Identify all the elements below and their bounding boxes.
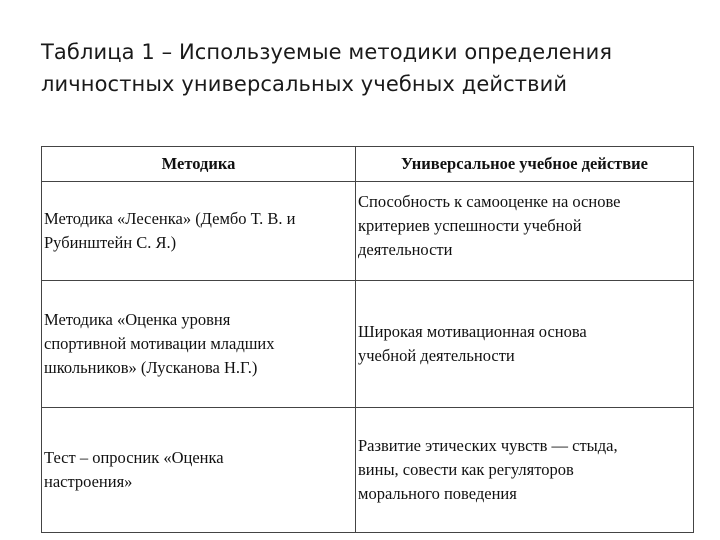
- cell-line: Широкая мотивационная основа: [358, 322, 587, 341]
- cell-line: школьников» (Лусканова Н.Г.): [44, 358, 258, 377]
- cell-line: учебной деятельности: [358, 346, 515, 365]
- cell-line: Методика «Лесенка» (Дембо Т. В. и: [44, 209, 296, 228]
- method-cell: [42, 408, 356, 533]
- table-header-row: [42, 147, 694, 182]
- page-title: [41, 36, 691, 100]
- header-method: Методика: [42, 147, 356, 182]
- title-line-2: личностных универсальных учебных действий: [41, 72, 568, 96]
- header-action: Универсальное учебное действие: [356, 147, 694, 182]
- action-cell: [356, 182, 694, 281]
- methods-table: [41, 146, 694, 533]
- cell-line: Способность к самооценке на основе: [358, 192, 621, 211]
- action-cell: [356, 281, 694, 408]
- cell-line: Рубинштейн С. Я.): [44, 233, 177, 252]
- table-row: [42, 182, 694, 281]
- method-cell: [42, 281, 356, 408]
- cell-line: настроения»: [44, 472, 133, 491]
- title-line-1: Таблица 1 – Используемые методики определения: [41, 40, 613, 64]
- cell-line: Методика «Оценка уровня: [44, 310, 231, 329]
- cell-line: спортивной мотивации младших: [44, 334, 275, 353]
- method-cell: [42, 182, 356, 281]
- cell-line: Развитие этических чувств — стыда,: [358, 436, 618, 455]
- cell-line: морального поведения: [358, 484, 517, 503]
- table-row: [42, 408, 694, 533]
- table-row: [42, 281, 694, 408]
- cell-line: Тест – опросник «Оценка: [44, 448, 224, 467]
- cell-line: деятельности: [358, 240, 453, 259]
- action-cell: [356, 408, 694, 533]
- cell-line: вины, совести как регуляторов: [358, 460, 574, 479]
- cell-line: критериев успешности учебной: [358, 216, 582, 235]
